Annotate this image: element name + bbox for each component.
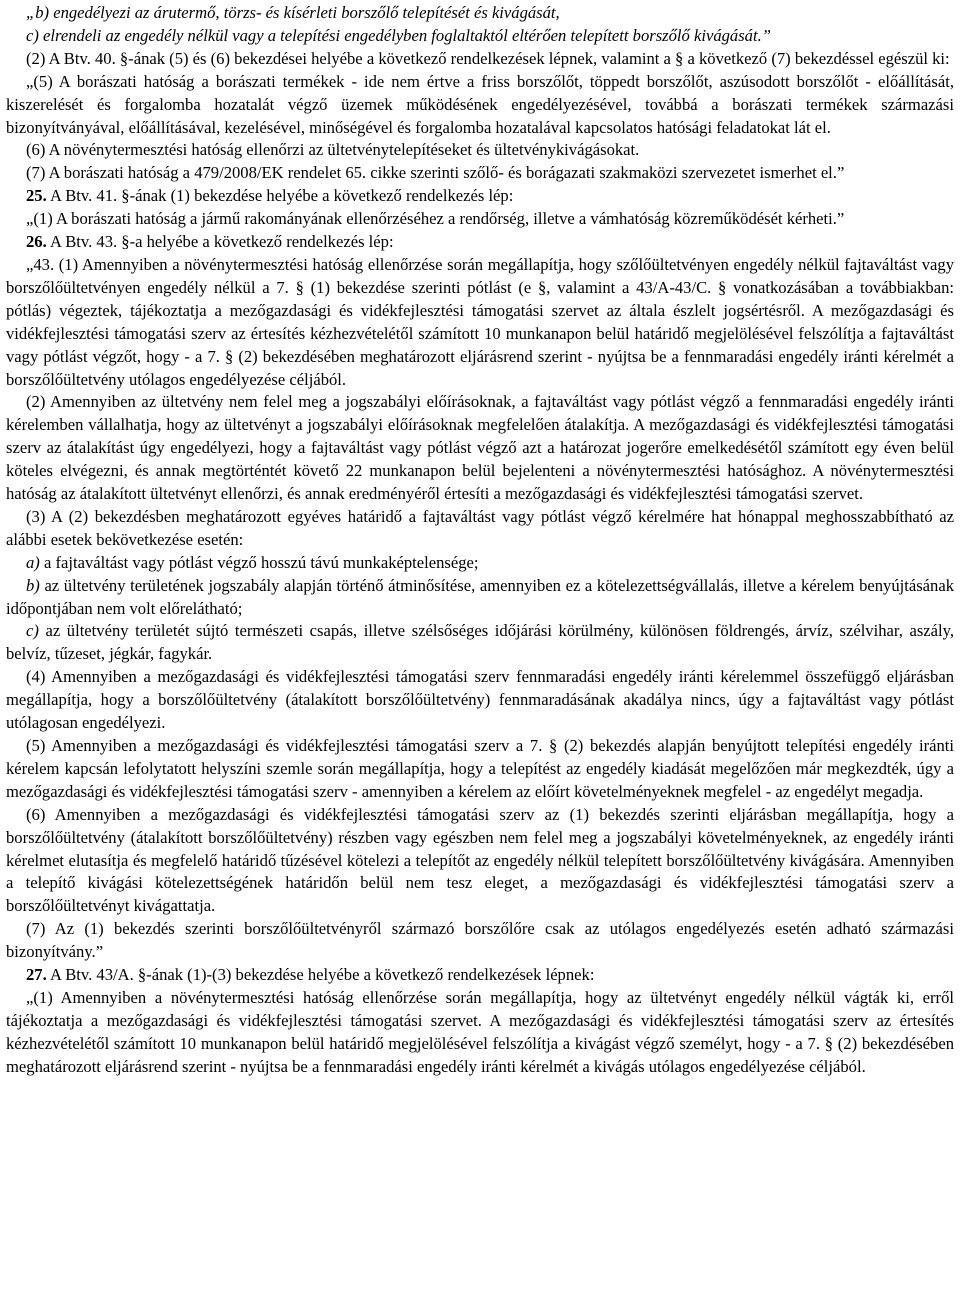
paragraph-43-2: (2) Amennyiben az ültetvény nem felel meg a jogszabályi előírásoknak, a fajtaváltást vagy pótlást végző a fennmaradási engedély iránti kérelemben vállalhatja, hogy az ültetvényt a jogszabályi előírásoknak megfelelően átalakítja. A mezőgazdasági és vidékfejlesztési támogatási szerv az átalakítást úgy engedélyezi, hogy a fajtaváltást vagy pótlást végző azt a határozat jogerőre emelkedésétől számított egy éven belül köteles elvégezni, és annak megtörténtét követő 22 munkanapon belül bejelenteni a növénytermesztési hatósághoz. A növénytermesztési hatóság az átalakított ültetvényt ellenőrzi, és annak eredményéről értesíti a mezőgazdasági és vidékfejlesztési támogatási szervet. — [6, 392, 954, 504]
paragraph-43-5: (5) Amennyiben a mezőgazdasági és vidékfejlesztési támogatási szerv a 7. § (2) bekezdés alapján benyújtott telepítési engedély iránti kérelem kapcsán lefolytatott helyszíni szemle során megállapítja, hogy a telepítést az engedély kiadását megelőzően már megkezdték, úgy a mezőgazdasági és vidékfejlesztési támogatási szerv - amennyiben a kérelem az előírt követelményeknek megfelel - az engedélyt megadja. — [6, 736, 954, 801]
paragraph-43a-1: „(1) Amennyiben a növénytermesztési hatóság ellenőrzése során megállapítja, hogy az ültetvényt engedély nélkül vágták ki, erről tájékoztatja a mezőgazdasági és vidékfejlesztési támogatási szervet. A mezőgazdasági és vidékfejlesztési támogatási szerv az értesítés kézhezvételétől számított 10 munkanapon belül határidő megjelölésével felszólítja a kivágást végző személyt, hogy - a 7. § (2) bekezdésében meghatározott eljárásrend szerint - nyújtsa be a fennmaradási engedély iránti kérelmét a kivágás utólagos engedélyezése céljából. — [6, 987, 954, 1076]
paragraph-43-7: (7) Az (1) bekezdés szerinti borszőlőültetvényről származó borszőlőre csak az utólagos engedélyezés esetén adható származási bizonyítvány.” — [6, 919, 954, 962]
list-item-c: c) az ültetvény területét sújtó természeti csapás, illetve szélsőséges időjárási körülmény, különösen földrengés, árvíz, szélvihar, aszály, belvíz, tűzeset, jégkár, fagykár. — [6, 621, 954, 664]
paragraph-43-3: (3) A (2) bekezdésben meghatározott egyéves határidő a fajtaváltást vagy pótlást végző kérelmére hat hónappal meghosszabbítható az alábbi esetek bekövetkezése esetén: — [6, 506, 954, 549]
list-item-b: b) az ültetvény területének jogszabály alapján történő átminősítése, amennyiben ez a kötelezettségvállalás, illetve a kérelem benyújtásának időpontjában nem volt előrelátható; — [6, 575, 954, 618]
list-item-a: a) a fajtaváltást vagy pótlást végző hosszú távú munkaképtelensége; — [26, 552, 479, 572]
section-26-heading: 26. A Btv. 43. §-a helyébe a következő rendelkezés lép: — [26, 232, 394, 252]
paragraph-43-6: (6) Amennyiben a mezőgazdasági és vidékfejlesztési támogatási szerv az (1) bekezdés szerinti eljárásban megállapítja, hogy a borszőlőültetvény (átalakított borszőlőültetvény) részben vagy egészben nem felel meg a jogszabályi követelményeknek, az engedély iránti kérelmet elutasítja és megfelelő határidő tűzésével kötelezi a telepítőt az engedély nélkül telepített borszőlőültetvény kivágására. Amennyiben a telepítő kivágási kötelezettségének határidőn belül nem tesz eleget, a mezőgazdasági és vidékfejlesztési támogatási szerv a borszőlőültetvényt kivágattatja. — [6, 804, 954, 916]
paragraph-40-amendment: (2) A Btv. 40. §-ának (5) és (6) bekezdései helyébe a következő rendelkezések lépnek, valamint a § a következő (7) bekezdéssel egészül ki: — [26, 48, 950, 68]
section-number: 25. — [26, 186, 47, 206]
list-item-b: „b) engedélyezi az árutermő, törzs- és kísérleti borszőlő telepítését és kivágását, — [26, 3, 560, 22]
paragraph-43-4: (4) Amennyiben a mezőgazdasági és vidékfejlesztési támogatási szerv fennmaradási engedély iránti kérelemmel összefüggő eljárásban megállapítja, hogy a borszőlőültetvény (átalakított borszőlőültetvény) fennmaradásának akadálya nincs, úgy a fajtaváltást vagy pótlást utólagosan engedélyezi. — [6, 667, 954, 733]
paragraph-40-6: (6) A növénytermesztési hatóság ellenőrzi az ültetvénytelepítéseket és ültetvénykivágásokat. — [26, 140, 640, 160]
section-number: 26. — [26, 232, 47, 252]
section-25-heading: 25. A Btv. 41. §-ának (1) bekezdése helyébe a következő rendelkezés lép: — [26, 186, 514, 206]
paragraph-40-7: (7) A borászati hatóság a 479/2008/EK rendelet 65. cikke szerinti szőlő- és borágazati szakmaközi szervezetet ismerhet el.” — [26, 163, 845, 183]
section-27-heading: 27. A Btv. 43/A. §-ának (1)-(3) bekezdése helyébe a következő rendelkezések lépnek: — [26, 965, 595, 985]
list-item-c: c) elrendeli az engedély nélkül vagy a telepítési engedélyben foglaltaktól eltérően telepített borszőlő kivágását.” — [26, 25, 771, 45]
paragraph-41-1: „(1) A borászati hatóság a jármű rakományának ellenőrzéséhez a rendőrség, illetve a vámhatóság közreműködését kérheti.” — [26, 209, 845, 229]
paragraph-43-1: „43. (1) Amennyiben a növénytermesztési hatóság ellenőrzése során megállapítja, hogy szőlőültetvényen engedély nélkül fajtaváltást vagy borszőlőültetvényen engedély nélkül a 7. § (1) bekezdése szerinti pótlást (e §, valamint a 43/A-43/C. § vonatkozásában a továbbiakban: pótlás) végeztek, tájékoztatja a mezőgazdasági és vidékfejlesztési támogatási szervet az általa észlelt jogsértésről. A mezőgazdasági és vidékfejlesztési támogatási szerv az értesítés kézhezvételétől számított 10 munkanapon belül határidő megjelölésével felszólítja a fajtaváltást vagy pótlást végzőt, hogy - a 7. § (2) bekezdésében meghatározott eljárásrend szerint - nyújtsa be a fennmaradási engedély iránti kérelmét a borszőlőültetvény utólagos engedélyezése céljából. — [6, 254, 954, 389]
paragraph-40-5: „(5) A borászati hatóság a borászati termékek - ide nem értve a friss borszőlőt, töppedt borszőlőt, aszúsodott borszőlőt - előállítását, kiszerelését és forgalomba hozatalát végző üzemek működésének engedélyezésével, továbbá a borászati termékek származási bizonyítványával, előállításával, kezelésével, minőségével és forgalomba hozatalával kapcsolatos hatósági feladatokat lát el. — [6, 71, 954, 137]
section-number: 27. — [26, 965, 47, 985]
